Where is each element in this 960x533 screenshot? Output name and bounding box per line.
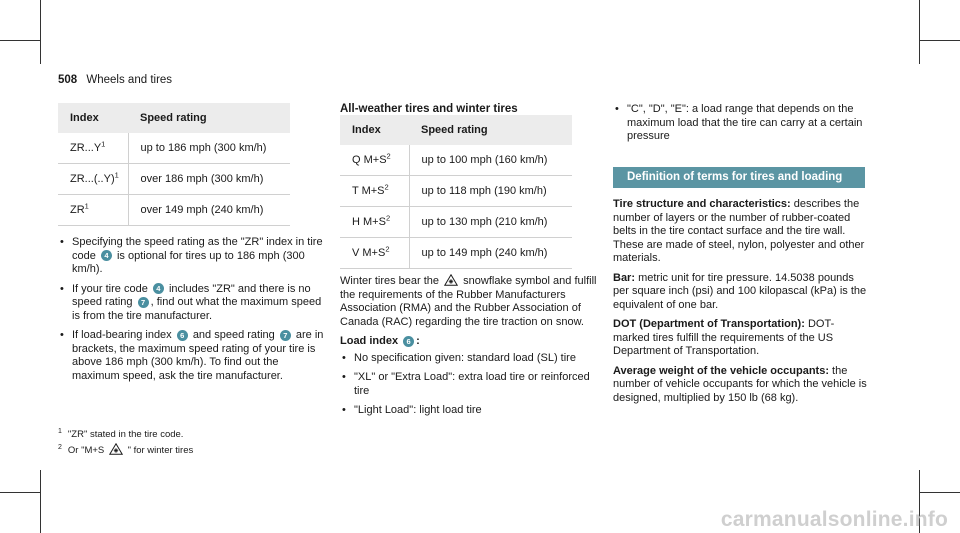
index-cell: V $M+S^2$ — [340, 238, 409, 269]
column-header: Index — [58, 103, 128, 133]
crop-mark — [920, 492, 960, 493]
speed-rating-table — [58, 103, 290, 226]
callout-badge: 4 — [101, 250, 112, 261]
definition-paragraph: DOT (Department of Transportation): DOT-marked tires fulfill the requirements of the US Department of Transportation. — [613, 318, 835, 357]
watermark: carmanualsonline.info — [720, 508, 948, 531]
left-column-text — [58, 236, 326, 389]
list-item: • Specifying the speed rating as the "ZR" index in tire code 4 is optional for tires up to 186 mph (300 km/h). — [58, 236, 326, 277]
list-item: • "C", "D", "E": a load range that depends on the maximum load that the tire can carry at a certain pressure — [613, 103, 869, 144]
index-cell: $ZR...Y^1$ — [58, 133, 128, 164]
right-column-top — [613, 103, 869, 150]
crop-mark — [919, 0, 920, 64]
table-header-row — [340, 115, 572, 145]
column-header: Index — [340, 115, 409, 145]
crop-mark — [0, 40, 40, 41]
definition-paragraph: Tire structure and characteristics: describes the number of layers or the number of rubber-coated belts in the tire contact surface and the tire wall. These are made of steel, nylon, polyester and other materials. — [613, 198, 865, 264]
callout-badge: 4 — [153, 283, 164, 294]
list-item: • If your tire code 4 includes "ZR" and there is no speed rating 7 , find out what the maximum speed is from the tire manufacturer. — [58, 283, 326, 324]
rating-cell: up to 118 mph (190 km/h) — [409, 176, 572, 207]
rating-cell: over 186 mph (300 km/h) — [128, 164, 290, 195]
bullet-list — [613, 103, 869, 144]
footnote: $^1$ "ZR" stated in the tire code. — [58, 428, 184, 441]
list-item: • No specification given: standard load (SL) tire — [340, 352, 602, 366]
middle-column-text — [340, 274, 602, 424]
table-row — [340, 238, 572, 269]
page-header — [58, 74, 172, 86]
crop-mark — [40, 470, 41, 533]
table-row — [58, 195, 290, 226]
right-column-text — [613, 198, 869, 411]
table-row — [58, 133, 290, 164]
callout-badge: 7 — [138, 297, 149, 308]
column-header: Speed rating — [409, 115, 572, 145]
page-number: 508 — [58, 74, 78, 86]
rating-cell: up to 130 mph (210 km/h) — [409, 207, 572, 238]
list-item: • If load-bearing index 6 and speed rating 7 are in brackets, the maximum speed rating of your tire is above 186 mph (300 km/h). To find out the maximum speed, ask the tire manufacturer. — [58, 329, 326, 383]
crop-mark — [40, 0, 41, 64]
table-row — [340, 145, 572, 176]
column-header: Speed rating — [128, 103, 290, 133]
table-row — [340, 207, 572, 238]
rating-cell: up to 149 mph (240 km/h) — [409, 238, 572, 269]
bullet-list — [58, 236, 326, 383]
footnote: $^2$ Or "M+S " for winter tires — [58, 443, 194, 456]
bullet-list — [340, 352, 602, 418]
callout-badge: 7 — [280, 330, 291, 341]
rating-cell: up to 100 mph (160 km/h) — [409, 145, 572, 176]
definition-paragraph: Bar: metric unit for tire pressure. 14.5038 pounds per square inch (psi) and 100 kilopascal (kPa) is the equivalent of one bar. — [613, 271, 867, 311]
callout-badge: 6 — [177, 330, 188, 341]
index-cell: Q $M+S^2$ — [340, 145, 409, 176]
winter-tires-paragraph: Winter tires bear the snowflake symbol and fulfill the requirements of the Rubber Manufacturers Association (RMA) and the Rubber Association of Canada (RAC) regarding the tire traction on snow. — [340, 275, 597, 328]
section-banner: Definition of terms for tires and loading — [613, 167, 865, 188]
list-item: • "Light Load": light load tire — [340, 404, 602, 418]
crop-mark — [920, 40, 960, 41]
callout-badge: 6 — [403, 336, 414, 347]
load-index-heading: Load index 6 : — [340, 335, 420, 347]
crop-mark — [0, 492, 40, 493]
snowflake-mountain-icon — [109, 443, 123, 455]
section-heading: All-weather tires and winter tires — [340, 103, 518, 115]
index-cell: $ZR^1$ — [58, 195, 128, 226]
winter-speed-rating-table — [340, 115, 572, 269]
table-row — [340, 176, 572, 207]
index-cell: $ZR...(..Y)^1$ — [58, 164, 128, 195]
section-title: Wheels and tires — [86, 74, 173, 86]
rating-cell: up to 186 mph (300 km/h) — [128, 133, 290, 164]
definition-paragraph: Average weight of the vehicle occupants: the number of vehicle occupants for which the vehicle is designed, multiplied by 150 lb (68 kg). — [613, 364, 867, 404]
index-cell: H $M+S^2$ — [340, 207, 409, 238]
rating-cell: over 149 mph (240 km/h) — [128, 195, 290, 226]
table-header-row — [58, 103, 290, 133]
snowflake-mountain-icon — [444, 274, 458, 286]
index-cell: T $M+S^2$ — [340, 176, 409, 207]
list-item: • "XL" or "Extra Load": extra load tire or reinforced tire — [340, 371, 602, 398]
table-row — [58, 164, 290, 195]
